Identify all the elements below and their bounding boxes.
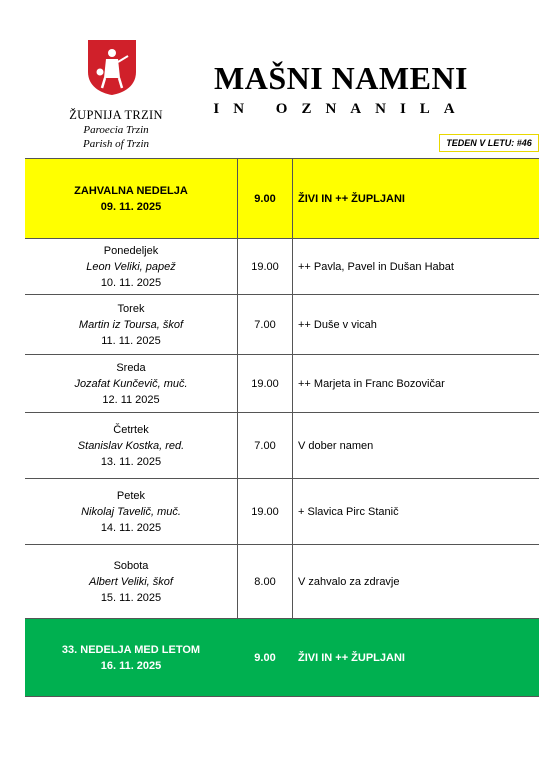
table-row xyxy=(25,159,539,239)
day-cell xyxy=(25,355,238,413)
mass-time: 9.00 xyxy=(238,619,293,697)
day-name: ZAHVALNA NEDELJA xyxy=(74,184,188,197)
mass-intention: V zahvalo za zdravje xyxy=(293,545,540,619)
mass-intention: ++ Duše v vicah xyxy=(293,295,540,355)
mass-intention: ++ Marjeta in Franc Bozovičar xyxy=(293,355,540,413)
mass-time: 7.00 xyxy=(238,413,293,479)
day-date: 16. 11. 2025 xyxy=(100,659,162,672)
day-saint: Nikolaj Tavelič, muč. xyxy=(81,505,181,518)
day-cell xyxy=(25,413,238,479)
day-name: Četrtek xyxy=(113,423,149,436)
mass-time: 8.00 xyxy=(238,545,293,619)
day-cell xyxy=(25,295,238,355)
day-saint: Jozafat Kunčevič, muč. xyxy=(74,377,188,390)
day-saint: Martin iz Toursa, škof xyxy=(78,318,184,331)
table-row xyxy=(25,355,539,413)
day-cell xyxy=(25,545,238,619)
day-name: Petek xyxy=(116,489,146,502)
mass-time: 19.00 xyxy=(238,479,293,545)
day-name: Sobota xyxy=(113,559,149,572)
mass-intention: V dober namen xyxy=(293,413,540,479)
day-date: 09. 11. 2025 xyxy=(100,200,162,213)
mass-time: 19.00 xyxy=(238,355,293,413)
day-date: 11. 11. 2025 xyxy=(101,334,161,347)
mass-intention: ++ Pavla, Pavel in Dušan Habat xyxy=(293,239,540,295)
parish-latin: Paroecia Trzin xyxy=(83,124,149,136)
day-name: Torek xyxy=(117,302,145,315)
parish-identity xyxy=(56,108,176,151)
day-date: 15. 11. 2025 xyxy=(100,591,162,604)
day-date: 12. 11 2025 xyxy=(102,393,160,406)
mass-time: 7.00 xyxy=(238,295,293,355)
day-name: Sreda xyxy=(116,361,146,374)
parish-coat-of-arms xyxy=(86,38,138,96)
page-subtitle: IN OZNANILA xyxy=(213,101,469,117)
table-row xyxy=(25,479,539,545)
parish-name: ŽUPNIJA TRZIN xyxy=(69,108,163,122)
day-cell xyxy=(25,159,238,239)
day-saint: Leon Veliki, papež xyxy=(86,260,176,273)
day-name: 33. NEDELJA MED LETOM xyxy=(61,643,201,656)
day-cell xyxy=(25,479,238,545)
mass-intention: ŽIVI IN ++ ŽUPLJANI xyxy=(293,159,540,239)
table-row xyxy=(25,295,539,355)
day-cell xyxy=(25,619,238,697)
mass-time: 19.00 xyxy=(238,239,293,295)
table-row xyxy=(25,619,539,697)
day-cell xyxy=(25,239,238,295)
table-row xyxy=(25,239,539,295)
week-badge: TEDEN V LETU: #46 xyxy=(439,134,539,152)
mass-intention: + Slavica Pirc Stanič xyxy=(293,479,540,545)
table-row xyxy=(25,545,539,619)
mass-schedule-table xyxy=(25,158,539,697)
page-title: MAŠNI NAMENI xyxy=(214,60,468,96)
table-row xyxy=(25,413,539,479)
day-saint: Albert Veliki, škof xyxy=(89,575,173,588)
day-name: Ponedeljek xyxy=(103,244,159,257)
day-date: 13. 11. 2025 xyxy=(100,455,162,468)
day-date: 10. 11. 2025 xyxy=(100,276,162,289)
day-date: 14. 11. 2025 xyxy=(100,521,162,534)
day-saint: Stanislav Kostka, red. xyxy=(77,439,185,452)
mass-intention: ŽIVI IN ++ ŽUPLJANI xyxy=(293,619,540,697)
mass-time: 9.00 xyxy=(238,159,293,239)
parish-english: Parish of Trzin xyxy=(82,138,150,150)
